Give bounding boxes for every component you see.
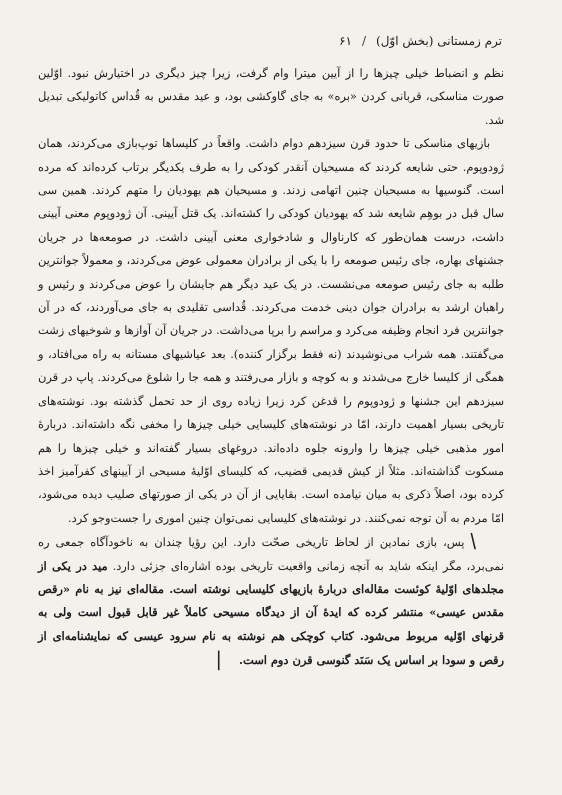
- marked-passage: [38, 530, 504, 672]
- page-number: ۶۱: [339, 34, 352, 48]
- header-separator: /: [361, 34, 367, 48]
- marked-passage-part-1: پس، بازی نمادین از لحاظ تاریخی صحّت دارد. این رؤیا چندان به ناخودآگاه جمعی ره نمی‌برد، مگر اینکه شاید به آنچه زمانی واقعیت تاریخی بوده اشاره‌ای جزئی دارد.: [38, 535, 504, 573]
- paragraph-2: بازیهای مناسکی تا حدود قرن سیزدهم دوام داشت. واقعاً در کلیساها توپ‌بازی می‌کردند، همان ژودوپوم. حتی شایعه کردند که مسیحیان آنقدر کودکی را به طرف یکدیگر برتاب کرده‌اند که مرده است. گنوسیها به مسیحیان چنین اتهامی زدند. و مسیحیان هم یهودیان را متهم کردند. همین سی سال قبل در بوهِم شایعه شد که یهودیان کودکی را کشته‌اند. یک قتل آیینی. آن ژودوپوم معنی آیینی داشت، درست همان‌طور که کارناوال و شادخواری معنی آیینی داشت. در صومعه‌ها در جریان جشنهای بهاره، جای رئیس صومعه را با یکی از برادران معمولی عوض می‌کردند، و معمولاً جوانترین طلبه به جای رئیس صومعه می‌نشست. در یک عید دیگر هم جایشان را عوض می‌کردند و رئیس و راهبان ارشد به برادران جوان دینی خدمت می‌کردند. قُداسی تقلیدی به جای می‌آوردند، که در آن جوانترین فرد انجام وظیفه می‌کرد و مراسم را برپا می‌داشت. در جریان آن آوازها و شوخیهای زشت می‌گفتند. همه شراب می‌نوشیدند (نه فقط برگزار کننده). بعد عیاشیهای مستانه به راه می‌افتاد، و همگی از کلیسا خارج می‌شدند و به کوچه و بازار می‌رفتند و همه جا را شلوغ می‌کردند. پاپ در قرن سیزدهم این جشنها و ژودوپوم را قدغن کرد زیرا زیاده روی از حد تحمل گذشته بود. نوشته‌های تاریخی بسیار اهمیت دارند، امّا در نوشته‌های کلیسایی خیلی چیزها را مخفی نگه داشته‌اند. دربارهٔ امور مذهبی خیلی چیزها را وارونه جلوه داده‌اند. دروغهای بسیار گفته‌اند و خیلی چیزها را هم مسکوت گذاشته‌اند. مثلاً از کیش قدیمی قضیب، که کلیسای اوّلیهٔ مسیحی از آیینهای کفرآمیز اخذ کرده بود، اصلاً ذکری به میان نیامده است. بقایایی از آن در یکی از صورتهای صلیب دیده می‌شود، امّا مردم به آن توجه نمی‌کنند. در نوشته‌های کلیسایی نمی‌توان چنین اموری را جست‌وجو کرد.: [38, 136, 504, 525]
- body-text: [38, 62, 504, 673]
- passage-start-mark: \: [470, 529, 476, 553]
- marked-passage-part-2: مید در یکی از مجلدهای اوّلیهٔ کوئست مقاله‌ای دربارهٔ بازیهای کلیسایی نوشته است. مقاله‌ای نیز به نام «رقص مقدس عیسی» منتشر کرده که ایدهٔ آن از دیدگاه مسیحی کاملاً غیر قابل قبول است ولی به قرنهای اوّلیه مربوط می‌شود. کتاب کوچکی هم نوشته به نام سرود عیسی که نمایشنامه‌ای از رقص و سودا بر اساس یک سَنَد گنوسی قرن دوم است.: [38, 558, 504, 668]
- running-header: [38, 30, 504, 52]
- passage-end-mark: |: [215, 647, 222, 671]
- header-title: ترم زمستانی (بخش اوّل): [376, 34, 502, 48]
- paragraph-1: نظم و انضباط خیلی چیزها را از آیین میترا وام گرفت، زیرا چیز دیگری در اختیارش نبود. اوّلین صورت مناسکی، قربانی کردن «بره» به جای گاوکشی بود، و عید مقدس به قُداس کاتولیکی تبدیل شد.: [38, 66, 504, 127]
